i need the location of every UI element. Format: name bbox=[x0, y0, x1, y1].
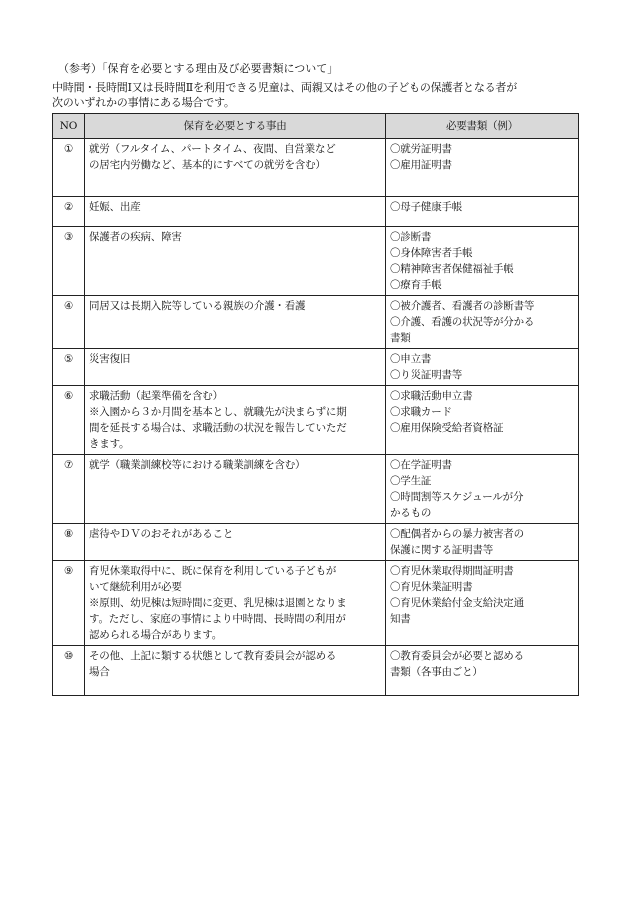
row-number: ⑤ bbox=[53, 349, 85, 386]
doc-line: 〇時間割等スケジュールが分 bbox=[390, 491, 524, 503]
reason-line: の居宅内労働など、基本的にすべての就労を含む） bbox=[89, 159, 326, 171]
header-reason: 保育を必要とする事由 bbox=[85, 114, 386, 139]
table-row bbox=[53, 296, 579, 349]
reason-cell bbox=[85, 197, 386, 227]
reason-cell bbox=[85, 349, 386, 386]
reason-line: ※原則、幼児棟は短時間に変更、乳児棟は退園となりま bbox=[89, 597, 347, 609]
doc-line: 〇療育手帳 bbox=[390, 279, 442, 291]
docs-cell bbox=[386, 561, 579, 646]
reason-line: 保護者の疾病、障害 bbox=[89, 231, 182, 243]
doc-line: 〇教育委員会が必要と認める bbox=[390, 650, 524, 662]
docs-cell bbox=[386, 646, 579, 696]
row-number: ⑩ bbox=[53, 646, 85, 696]
doc-line: 書類（各事由ごと） bbox=[390, 666, 483, 678]
doc-line: 〇身体障害者手帳 bbox=[390, 247, 473, 259]
doc-line: 〇り災証明書等 bbox=[390, 369, 463, 381]
doc-line: 書類 bbox=[390, 332, 411, 344]
page-title: （参考）「保育を必要とする理由及び必要書類について」 bbox=[58, 62, 339, 75]
reason-line: 間を延長する場合は、求職活動の状況を報告していただ bbox=[89, 422, 347, 434]
reason-line: 災害復旧 bbox=[89, 353, 131, 365]
table-row bbox=[53, 227, 579, 296]
table-row bbox=[53, 646, 579, 696]
row-number: ⑥ bbox=[53, 386, 85, 455]
docs-cell bbox=[386, 349, 579, 386]
reason-cell bbox=[85, 646, 386, 696]
doc-line: 〇被介護者、看護者の診断書等 bbox=[390, 300, 535, 312]
doc-line: 〇申立書 bbox=[390, 353, 432, 365]
row-number: ① bbox=[53, 139, 85, 197]
reason-line: ※入園から３か月間を基本とし、就職先が決まらずに期 bbox=[89, 406, 347, 418]
doc-line: 〇介護、看護の状況等が分かる bbox=[390, 316, 535, 328]
doc-line: かるもの bbox=[390, 507, 432, 519]
doc-line: 〇学生証 bbox=[390, 475, 432, 487]
reason-line: 就労（フルタイム、パートタイム、夜間、自営業など bbox=[89, 143, 336, 155]
intro-text bbox=[52, 80, 592, 110]
reason-line: 求職活動（起業準備を含む） bbox=[89, 390, 223, 402]
table-row bbox=[53, 349, 579, 386]
table-row bbox=[53, 139, 579, 197]
doc-line: 〇雇用証明書 bbox=[390, 159, 452, 171]
doc-line: 〇育児休業給付金支給決定通 bbox=[390, 597, 524, 609]
docs-cell bbox=[386, 227, 579, 296]
row-number: ⑦ bbox=[53, 455, 85, 524]
docs-cell bbox=[386, 455, 579, 524]
reason-line: その他、上記に類する状態として教育委員会が認める bbox=[89, 650, 337, 662]
reason-cell bbox=[85, 524, 386, 561]
header-docs: 必要書類（例） bbox=[386, 114, 579, 139]
doc-line: 保護に関する証明書等 bbox=[390, 544, 493, 556]
reason-cell bbox=[85, 227, 386, 296]
docs-cell bbox=[386, 197, 579, 227]
reason-cell bbox=[85, 561, 386, 646]
table-header-row bbox=[53, 114, 579, 139]
row-number: ⑨ bbox=[53, 561, 85, 646]
table-row bbox=[53, 386, 579, 455]
docs-cell bbox=[386, 386, 579, 455]
reason-line: す。ただし、家庭の事情により中時間、長時間の利用が bbox=[89, 613, 346, 625]
doc-line: 〇育児休業取得期間証明書 bbox=[390, 565, 514, 577]
doc-line: 〇就労証明書 bbox=[390, 143, 452, 155]
row-number: ④ bbox=[53, 296, 85, 349]
doc-line: 〇雇用保険受給者資格証 bbox=[390, 422, 504, 434]
doc-line: 〇配偶者からの暴力被害者の bbox=[390, 528, 524, 540]
reason-line: 育児休業取得中に、既に保育を利用している子どもが bbox=[89, 565, 337, 577]
requirements-table bbox=[52, 113, 579, 696]
reason-line: 妊娠、出産 bbox=[89, 201, 141, 213]
table-row bbox=[53, 524, 579, 561]
docs-cell bbox=[386, 139, 579, 197]
reason-line: 就学（職業訓練校等における職業訓練を含む） bbox=[89, 459, 306, 471]
table-row bbox=[53, 455, 579, 524]
reason-line: 同居又は長期入院等している親族の介護・看護 bbox=[89, 300, 306, 312]
doc-line: 〇育児休業証明書 bbox=[390, 581, 473, 593]
doc-line: 〇母子健康手帳 bbox=[390, 201, 463, 213]
reason-line: 場合 bbox=[89, 666, 110, 678]
reason-line: きます。 bbox=[89, 438, 130, 450]
doc-line: 〇求職カード bbox=[390, 406, 452, 418]
reason-cell bbox=[85, 455, 386, 524]
reason-line: いて継続利用が必要 bbox=[89, 581, 182, 593]
reason-cell bbox=[85, 139, 386, 197]
row-number: ⑧ bbox=[53, 524, 85, 561]
intro-line: 中時間・長時間Ⅰ又は長時間Ⅱを利用できる児童は、両親又はその他の子どもの保護者となる者が bbox=[52, 81, 518, 94]
header-no: NO bbox=[53, 114, 85, 139]
doc-line: 知書 bbox=[390, 613, 411, 625]
reason-line: 認められる場合があります。 bbox=[89, 629, 223, 641]
doc-line: 〇在学証明書 bbox=[390, 459, 452, 471]
reason-line: 虐待やＤＶのおそれがあること bbox=[89, 528, 234, 540]
table-row bbox=[53, 561, 579, 646]
reason-cell bbox=[85, 296, 386, 349]
doc-line: 〇診断書 bbox=[390, 231, 432, 243]
intro-line: 次のいずれかの事情にある場合です。 bbox=[52, 96, 235, 109]
reason-cell bbox=[85, 386, 386, 455]
docs-cell bbox=[386, 296, 579, 349]
doc-line: 〇精神障害者保健福祉手帳 bbox=[390, 263, 514, 275]
row-number: ③ bbox=[53, 227, 85, 296]
table-row bbox=[53, 197, 579, 227]
doc-line: 〇求職活動申立書 bbox=[390, 390, 473, 402]
docs-cell bbox=[386, 524, 579, 561]
row-number: ② bbox=[53, 197, 85, 227]
